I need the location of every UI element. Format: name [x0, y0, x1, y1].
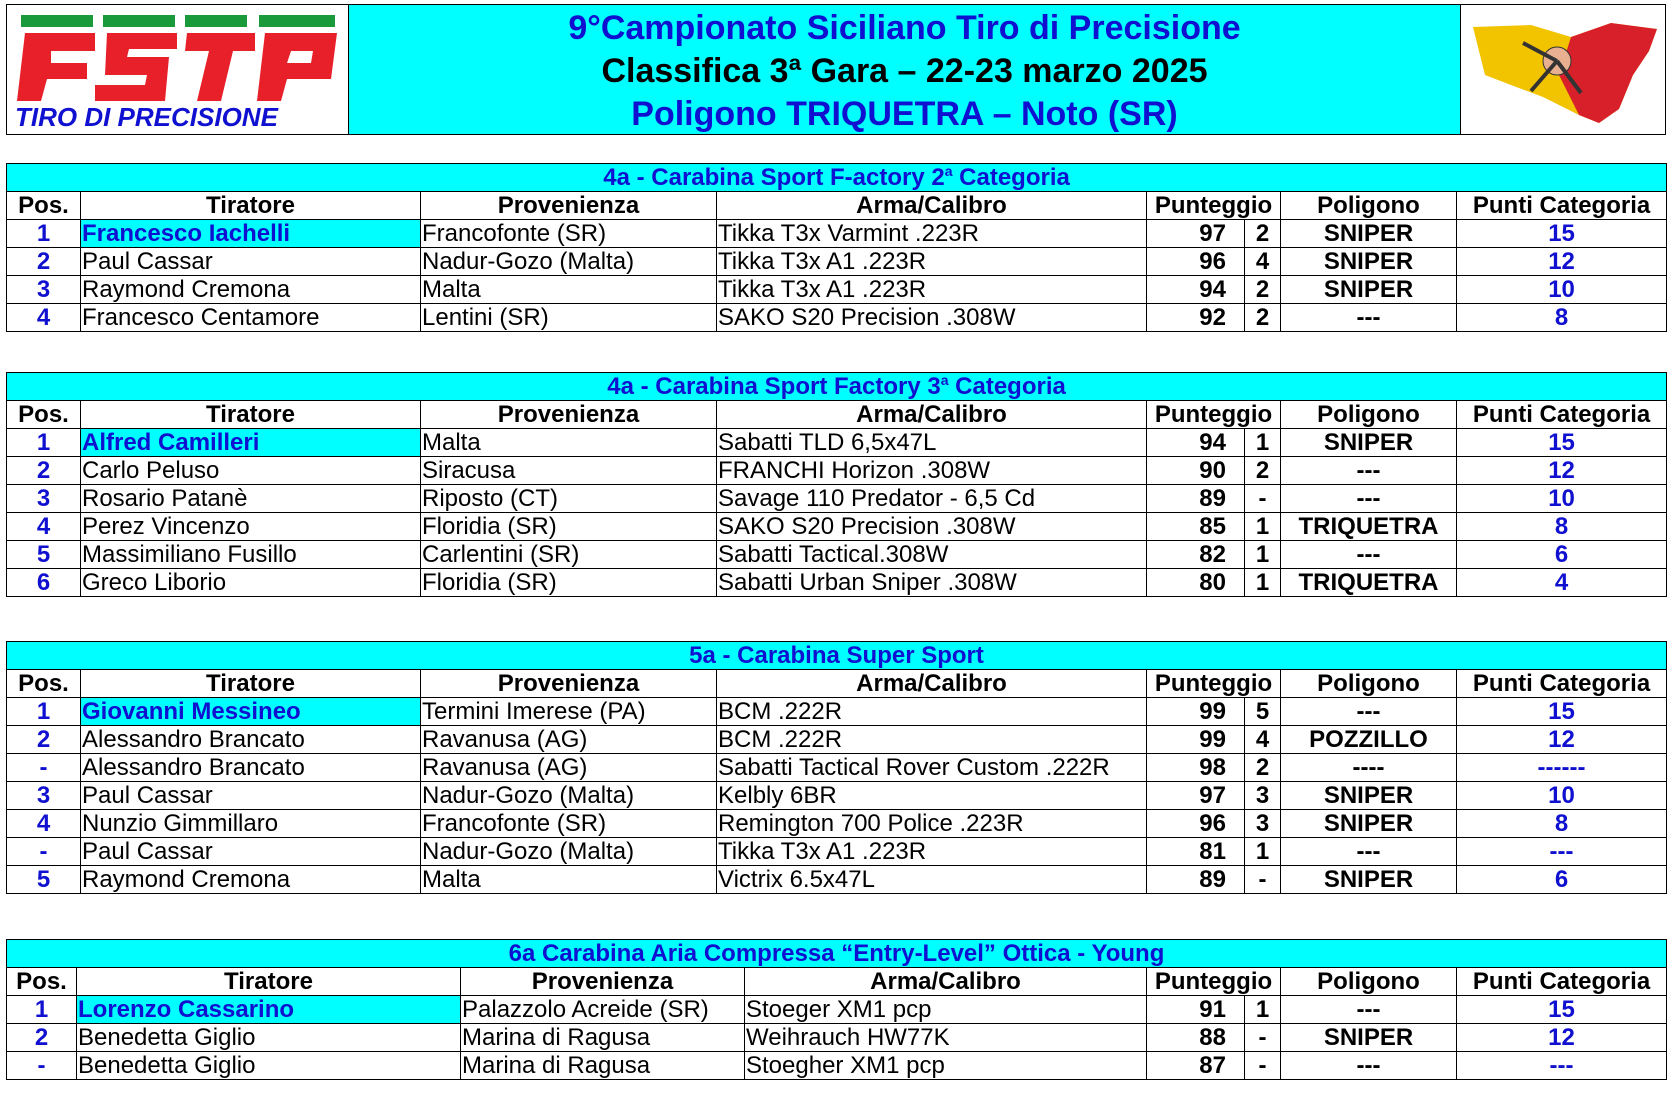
provenance-cell: Riposto (CT) [421, 485, 717, 513]
weapon-cell: Sabatti TLD 6,5x47L [717, 429, 1147, 457]
rank-cell: 1 [7, 429, 81, 457]
table-row [7, 457, 1667, 485]
col-provenienza: Provenienza [421, 192, 717, 220]
weapon-cell: Stoeger XM1 pcp [745, 996, 1147, 1024]
rank-cell: 1 [7, 996, 77, 1024]
points-cell: 15 [1457, 996, 1667, 1024]
col-punti: Punti Categoria [1457, 968, 1667, 996]
provenance-cell: Carlentini (SR) [421, 541, 717, 569]
weapon-cell: Sabatti Tactical Rover Custom .222R [717, 754, 1147, 782]
category-title: 4a - Carabina Sport F-actory 2$^a$ Categoria [7, 164, 1667, 192]
x-count-cell: 1 [1245, 569, 1281, 597]
table-row [7, 726, 1667, 754]
x-count-cell: 1 [1245, 429, 1281, 457]
x-count-cell: 2 [1245, 304, 1281, 332]
points-cell: 8 [1457, 513, 1667, 541]
provenance-cell: Francofonte (SR) [421, 810, 717, 838]
score-cell: 96 [1147, 248, 1245, 276]
range-cell: SNIPER [1281, 1024, 1457, 1052]
col-provenienza: Provenienza [421, 401, 717, 429]
rank-cell: 4 [7, 513, 81, 541]
score-cell: 96 [1147, 810, 1245, 838]
rank-cell: - [7, 1052, 77, 1080]
col-pos: Pos. [7, 670, 81, 698]
col-punteggio: Punteggio [1147, 670, 1281, 698]
points-cell: --- [1457, 838, 1667, 866]
provenance-cell: Ravanusa (AG) [421, 726, 717, 754]
rank-cell: 3 [7, 276, 81, 304]
shooter-name: Rosario Patanè [81, 485, 421, 513]
shooter-name: Nunzio Gimmillaro [81, 810, 421, 838]
points-cell: 10 [1457, 485, 1667, 513]
col-pos: Pos. [7, 401, 81, 429]
range-cell: --- [1281, 1052, 1457, 1080]
score-cell: 89 [1147, 485, 1245, 513]
points-cell: 12 [1457, 457, 1667, 485]
table-row [7, 276, 1667, 304]
x-count-cell: - [1245, 866, 1281, 894]
rank-cell: 4 [7, 304, 81, 332]
range-cell: --- [1281, 485, 1457, 513]
provenance-cell: Nadur-Gozo (Malta) [421, 838, 717, 866]
col-arma: Arma/Calibro [745, 968, 1147, 996]
title-line-3: Poligono TRIQUETRA – Noto (SR) [631, 95, 1178, 133]
rank-cell: 1 [7, 220, 81, 248]
score-cell: 92 [1147, 304, 1245, 332]
shooter-name: Perez Vincenzo [81, 513, 421, 541]
sicily-region-logo [1461, 5, 1665, 134]
table-row [7, 1024, 1667, 1052]
provenance-cell: Nadur-Gozo (Malta) [421, 782, 717, 810]
x-count-cell: - [1245, 1052, 1281, 1080]
table-row [7, 429, 1667, 457]
table-row [7, 782, 1667, 810]
col-arma: Arma/Calibro [717, 670, 1147, 698]
points-cell: 12 [1457, 1024, 1667, 1052]
col-tiratore: Tiratore [77, 968, 461, 996]
col-tiratore: Tiratore [81, 401, 421, 429]
score-cell: 87 [1147, 1052, 1245, 1080]
col-poligono: Poligono [1281, 968, 1457, 996]
shooter-name: Raymond Cremona [81, 276, 421, 304]
table-row [7, 698, 1667, 726]
x-count-cell: 2 [1245, 754, 1281, 782]
score-cell: 94 [1147, 429, 1245, 457]
weapon-cell: SAKO S20 Precision .308W [717, 304, 1147, 332]
table-row [7, 485, 1667, 513]
weapon-cell: Tikka T3x Varmint .223R [717, 220, 1147, 248]
points-cell: 12 [1457, 248, 1667, 276]
points-cell: 10 [1457, 782, 1667, 810]
col-provenienza: Provenienza [461, 968, 745, 996]
svg-text:TIRO DI PRECISIONE: TIRO DI PRECISIONE [15, 102, 278, 132]
shooter-name: Massimiliano Fusillo [81, 541, 421, 569]
rank-cell: - [7, 754, 81, 782]
range-cell: SNIPER [1281, 810, 1457, 838]
table-row [7, 1052, 1667, 1080]
points-cell: 15 [1457, 220, 1667, 248]
score-cell: 80 [1147, 569, 1245, 597]
provenance-cell: Floridia (SR) [421, 569, 717, 597]
col-punteggio: Punteggio [1147, 401, 1281, 429]
rank-cell: 2 [7, 726, 81, 754]
points-cell: 12 [1457, 726, 1667, 754]
table-row [7, 754, 1667, 782]
points-cell: 15 [1457, 429, 1667, 457]
range-cell: TRIQUETRA [1281, 569, 1457, 597]
rank-cell: - [7, 838, 81, 866]
table-row [7, 569, 1667, 597]
rank-cell: 3 [7, 485, 81, 513]
col-punti: Punti Categoria [1457, 401, 1667, 429]
range-cell: --- [1281, 838, 1457, 866]
table-row [7, 996, 1667, 1024]
points-cell: 6 [1457, 541, 1667, 569]
col-provenienza: Provenienza [421, 670, 717, 698]
rank-cell: 2 [7, 457, 81, 485]
shooter-name: Benedetta Giglio [77, 1024, 461, 1052]
shooter-name: Paul Cassar [81, 782, 421, 810]
shooter-name: Paul Cassar [81, 838, 421, 866]
score-cell: 88 [1147, 1024, 1245, 1052]
weapon-cell: SAKO S20 Precision .308W [717, 513, 1147, 541]
score-cell: 97 [1147, 220, 1245, 248]
category-title: 5a - Carabina Super Sport [7, 642, 1667, 670]
table-header-row [7, 968, 1667, 996]
range-cell: --- [1281, 457, 1457, 485]
x-count-cell: - [1245, 485, 1281, 513]
rank-cell: 4 [7, 810, 81, 838]
fstp-logo [7, 5, 349, 134]
table-row [7, 220, 1667, 248]
category-table-4a-2cat [6, 163, 1667, 332]
provenance-cell: Malta [421, 276, 717, 304]
range-cell: TRIQUETRA [1281, 513, 1457, 541]
col-poligono: Poligono [1281, 192, 1457, 220]
table-row [7, 838, 1667, 866]
weapon-cell: Sabatti Urban Sniper .308W [717, 569, 1147, 597]
x-count-cell: 2 [1245, 220, 1281, 248]
range-cell: SNIPER [1281, 866, 1457, 894]
col-punti: Punti Categoria [1457, 670, 1667, 698]
score-cell: 89 [1147, 866, 1245, 894]
x-count-cell: 1 [1245, 838, 1281, 866]
shooter-name: Benedetta Giglio [77, 1052, 461, 1080]
col-tiratore: Tiratore [81, 670, 421, 698]
category-table-5a [6, 641, 1667, 894]
range-cell: ---- [1281, 754, 1457, 782]
provenance-cell: Floridia (SR) [421, 513, 717, 541]
category-table-6a [6, 939, 1667, 1080]
col-tiratore: Tiratore [81, 192, 421, 220]
category-table-4a-3cat [6, 372, 1667, 597]
score-cell: 82 [1147, 541, 1245, 569]
weapon-cell: Tikka T3x A1 .223R [717, 248, 1147, 276]
provenance-cell: Lentini (SR) [421, 304, 717, 332]
range-cell: SNIPER [1281, 782, 1457, 810]
shooter-name: Francesco Centamore [81, 304, 421, 332]
score-cell: 85 [1147, 513, 1245, 541]
weapon-cell: BCM .222R [717, 698, 1147, 726]
rank-cell: 5 [7, 866, 81, 894]
col-pos: Pos. [7, 968, 77, 996]
provenance-cell: Francofonte (SR) [421, 220, 717, 248]
x-count-cell: 1 [1245, 541, 1281, 569]
score-cell: 99 [1147, 698, 1245, 726]
range-cell: --- [1281, 304, 1457, 332]
points-cell: 4 [1457, 569, 1667, 597]
shooter-name: Alessandro Brancato [81, 726, 421, 754]
x-count-cell: - [1245, 1024, 1281, 1052]
points-cell: 8 [1457, 304, 1667, 332]
provenance-cell: Malta [421, 429, 717, 457]
range-cell: SNIPER [1281, 429, 1457, 457]
rank-cell: 2 [7, 1024, 77, 1052]
score-cell: 81 [1147, 838, 1245, 866]
rank-cell: 1 [7, 698, 81, 726]
weapon-cell: Remington 700 Police .223R [717, 810, 1147, 838]
score-cell: 98 [1147, 754, 1245, 782]
points-cell: ------ [1457, 754, 1667, 782]
provenance-cell: Ravanusa (AG) [421, 754, 717, 782]
shooter-name: Carlo Peluso [81, 457, 421, 485]
table-row [7, 248, 1667, 276]
weapon-cell: Weihrauch HW77K [745, 1024, 1147, 1052]
col-pos: Pos. [7, 192, 81, 220]
shooter-name: Alfred Camilleri [81, 429, 421, 457]
title-line-1: 9°Campionato Siciliano Tiro di Precisione [568, 9, 1241, 47]
x-count-cell: 1 [1245, 996, 1281, 1024]
rank-cell: 3 [7, 782, 81, 810]
points-cell: 15 [1457, 698, 1667, 726]
title-box [349, 5, 1461, 134]
score-cell: 94 [1147, 276, 1245, 304]
shooter-name: Giovanni Messineo [81, 698, 421, 726]
provenance-cell: Marina di Ragusa [461, 1052, 745, 1080]
provenance-cell: Marina di Ragusa [461, 1024, 745, 1052]
col-punteggio: Punteggio [1147, 968, 1281, 996]
weapon-cell: FRANCHI Horizon .308W [717, 457, 1147, 485]
provenance-cell: Nadur-Gozo (Malta) [421, 248, 717, 276]
col-arma: Arma/Calibro [717, 192, 1147, 220]
weapon-cell: Tikka T3x A1 .223R [717, 838, 1147, 866]
weapon-cell: Victrix 6.5x47L [717, 866, 1147, 894]
shooter-name: Alessandro Brancato [81, 754, 421, 782]
weapon-cell: Sabatti Tactical.308W [717, 541, 1147, 569]
score-cell: 99 [1147, 726, 1245, 754]
weapon-cell: BCM .222R [717, 726, 1147, 754]
x-count-cell: 5 [1245, 698, 1281, 726]
title-line-2: Classifica 3ª Gara – 22-23 marzo 2025 [601, 52, 1208, 90]
range-cell: SNIPER [1281, 220, 1457, 248]
sicily-map-icon [1461, 5, 1665, 134]
x-count-cell: 3 [1245, 810, 1281, 838]
range-cell: --- [1281, 996, 1457, 1024]
category-title: 6a Carabina Aria Compressa “Entry-Level” Ottica - Young [7, 940, 1667, 968]
table-header-row [7, 401, 1667, 429]
shooter-name: Paul Cassar [81, 248, 421, 276]
score-cell: 91 [1147, 996, 1245, 1024]
range-cell: SNIPER [1281, 276, 1457, 304]
x-count-cell: 4 [1245, 726, 1281, 754]
points-cell: 10 [1457, 276, 1667, 304]
table-header-row [7, 670, 1667, 698]
points-cell: 6 [1457, 866, 1667, 894]
table-row [7, 810, 1667, 838]
col-punteggio: Punteggio [1147, 192, 1281, 220]
col-arma: Arma/Calibro [717, 401, 1147, 429]
table-row [7, 866, 1667, 894]
range-cell: --- [1281, 541, 1457, 569]
x-count-cell: 2 [1245, 457, 1281, 485]
shooter-name: Greco Liborio [81, 569, 421, 597]
shooter-name: Raymond Cremona [81, 866, 421, 894]
category-title: 4a - Carabina Sport Factory 3$^a$ Categoria [7, 373, 1667, 401]
provenance-cell: Palazzolo Acreide (SR) [461, 996, 745, 1024]
weapon-cell: Stoegher XM1 pcp [745, 1052, 1147, 1080]
table-row [7, 541, 1667, 569]
range-cell: SNIPER [1281, 248, 1457, 276]
page-header [6, 4, 1666, 135]
points-cell: --- [1457, 1052, 1667, 1080]
weapon-cell: Tikka T3x A1 .223R [717, 276, 1147, 304]
fstp-logo-graphic [7, 5, 348, 134]
col-poligono: Poligono [1281, 670, 1457, 698]
shooter-name: Francesco Iachelli [81, 220, 421, 248]
range-cell: --- [1281, 698, 1457, 726]
col-poligono: Poligono [1281, 401, 1457, 429]
x-count-cell: 1 [1245, 513, 1281, 541]
weapon-cell: Kelbly 6BR [717, 782, 1147, 810]
rank-cell: 2 [7, 248, 81, 276]
provenance-cell: Termini Imerese (PA) [421, 698, 717, 726]
points-cell: 8 [1457, 810, 1667, 838]
provenance-cell: Siracusa [421, 457, 717, 485]
shooter-name: Lorenzo Cassarino [77, 996, 461, 1024]
x-count-cell: 3 [1245, 782, 1281, 810]
table-row [7, 513, 1667, 541]
x-count-cell: 2 [1245, 276, 1281, 304]
rank-cell: 5 [7, 541, 81, 569]
table-row [7, 304, 1667, 332]
range-cell: POZZILLO [1281, 726, 1457, 754]
score-cell: 97 [1147, 782, 1245, 810]
table-header-row [7, 192, 1667, 220]
x-count-cell: 4 [1245, 248, 1281, 276]
col-punti: Punti Categoria [1457, 192, 1667, 220]
rank-cell: 6 [7, 569, 81, 597]
score-cell: 90 [1147, 457, 1245, 485]
provenance-cell: Malta [421, 866, 717, 894]
weapon-cell: Savage 110 Predator - 6,5 Cd [717, 485, 1147, 513]
